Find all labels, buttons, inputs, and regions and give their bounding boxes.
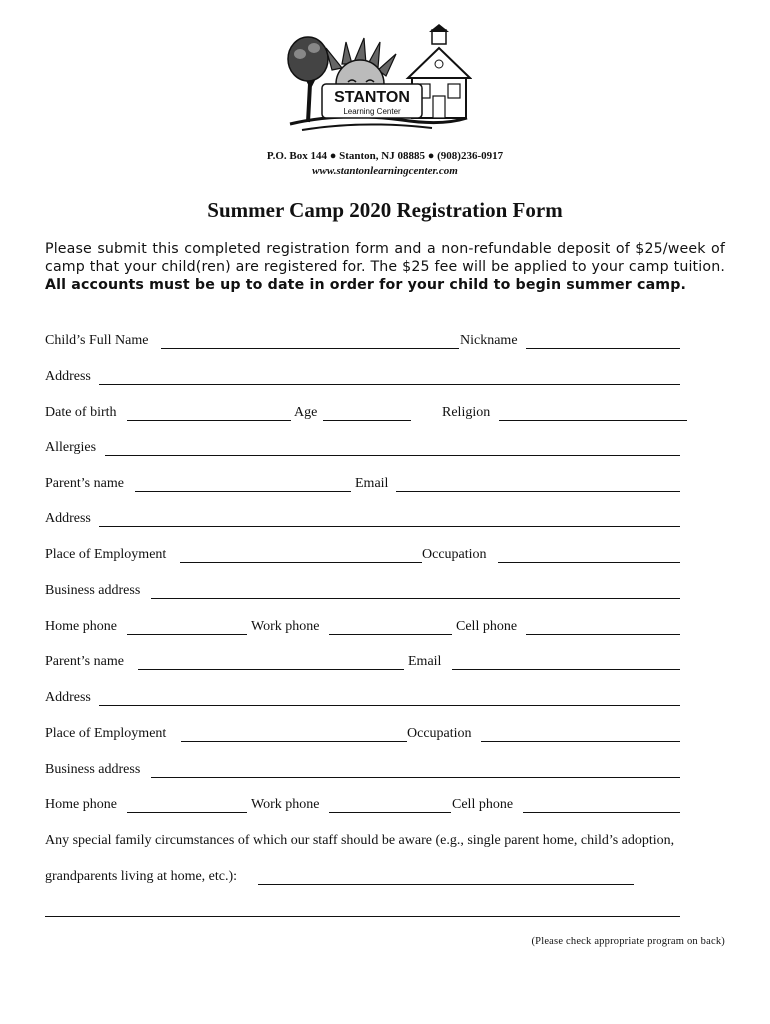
row-special-circumstances-prompt — [45, 833, 735, 853]
row-child-name — [45, 333, 685, 353]
special-circumstances-extra-field[interactable] — [45, 916, 680, 917]
parent2-work-phone-label: Work phone — [251, 797, 320, 812]
parent1-address-label: Address — [45, 511, 91, 526]
parent1-occupation-label: Occupation — [422, 547, 487, 562]
parent2-employment-field[interactable] — [181, 741, 407, 742]
childs-full-name-field[interactable] — [161, 348, 459, 349]
parent2-email-field[interactable] — [452, 669, 680, 670]
form-title: Summer Camp 2020 Registration Form — [207, 198, 563, 222]
footer-note: (Please check appropriate program on back) — [531, 936, 725, 947]
intro-text: Please submit this completed registration form and a non-refundable deposit of $25/week of camp that your child(ren) are registered for. The $25 fee will be applied to your camp tuition. — [45, 241, 725, 275]
parent2-address-label: Address — [45, 690, 91, 705]
row-parent1-name-email — [45, 476, 685, 496]
row-special-circumstances — [45, 869, 685, 889]
special-circumstances-label-1: Any special family circumstances of which our staff should be aware (e.g., single parent home, child’s adoption, — [45, 833, 675, 848]
parent1-business-address-label: Business address — [45, 583, 141, 598]
parent1-cell-phone-field[interactable] — [526, 634, 680, 635]
religion-field[interactable] — [499, 420, 687, 421]
nickname-field[interactable] — [526, 348, 680, 349]
parent1-address-field[interactable] — [99, 526, 680, 527]
allergies-field[interactable] — [105, 455, 680, 456]
row-parent1-business-address — [45, 583, 685, 603]
parent1-employment-label: Place of Employment — [45, 547, 167, 562]
nickname-label: Nickname — [460, 333, 518, 348]
parent2-name-label: Parent’s name — [45, 654, 124, 669]
parent1-home-phone-field[interactable] — [127, 634, 247, 635]
parent1-email-field[interactable] — [396, 491, 680, 492]
parent2-cell-phone-label: Cell phone — [452, 797, 514, 812]
religion-label: Religion — [442, 405, 491, 420]
row-parent2-phones — [45, 797, 685, 817]
parent1-email-label: Email — [355, 476, 389, 491]
logo-subtitle: Learning Center — [343, 107, 401, 116]
childs-full-name-label: Child’s Full Name — [45, 333, 149, 348]
row-parent1-employment — [45, 547, 685, 567]
intro-paragraph — [45, 240, 725, 294]
parent1-name-field[interactable] — [135, 491, 351, 492]
parent1-name-label: Parent’s name — [45, 476, 124, 491]
allergies-label: Allergies — [45, 440, 97, 455]
parent2-address-field[interactable] — [99, 705, 680, 706]
row-dob-age-religion — [45, 405, 690, 425]
special-circumstances-label-2: grandparents living at home, etc.): — [45, 869, 238, 884]
row-child-address — [45, 369, 685, 389]
parent2-business-address-label: Business address — [45, 762, 141, 777]
stanton-learning-center-logo — [282, 24, 472, 136]
parent1-work-phone-field[interactable] — [329, 634, 452, 635]
parent2-email-label: Email — [408, 654, 442, 669]
org-website: www.stantonlearningcenter.com — [312, 165, 458, 177]
parent2-home-phone-label: Home phone — [45, 797, 117, 812]
row-parent1-address — [45, 511, 685, 531]
parent1-home-phone-label: Home phone — [45, 619, 117, 634]
address-label: Address — [45, 369, 91, 384]
parent2-employment-label: Place of Employment — [45, 726, 167, 741]
age-label: Age — [294, 405, 318, 420]
parent2-occupation-label: Occupation — [407, 726, 472, 741]
org-address-line: P.O. Box 144 ● Stanton, NJ 08885 ● (908)236-0917 — [266, 150, 504, 162]
parent1-work-phone-label: Work phone — [251, 619, 320, 634]
parent1-employment-field[interactable] — [180, 562, 422, 563]
parent2-name-field[interactable] — [138, 669, 404, 670]
child-address-field[interactable] — [99, 384, 680, 385]
age-field[interactable] — [323, 420, 411, 421]
row-parent2-address — [45, 690, 685, 710]
logo-title: STANTON — [334, 89, 410, 106]
parent1-business-address-field[interactable] — [151, 598, 680, 599]
parent2-business-address-field[interactable] — [151, 777, 680, 778]
row-parent2-name-email — [45, 654, 685, 674]
parent2-work-phone-field[interactable] — [329, 812, 451, 813]
parent2-occupation-field[interactable] — [481, 741, 680, 742]
date-of-birth-label: Date of birth — [45, 405, 117, 420]
row-allergies — [45, 440, 685, 460]
parent1-cell-phone-label: Cell phone — [456, 619, 518, 634]
intro-bold-text: All accounts must be up to date in order for your child to begin summer camp. — [45, 277, 687, 293]
date-of-birth-field[interactable] — [127, 420, 291, 421]
parent2-cell-phone-field[interactable] — [523, 812, 680, 813]
row-parent2-employment — [45, 726, 685, 746]
row-parent1-phones — [45, 619, 685, 639]
parent1-occupation-field[interactable] — [498, 562, 680, 563]
row-parent2-business-address — [45, 762, 685, 782]
special-circumstances-field[interactable] — [258, 884, 634, 885]
row-special-circumstances-extra — [45, 901, 685, 921]
parent2-home-phone-field[interactable] — [127, 812, 247, 813]
